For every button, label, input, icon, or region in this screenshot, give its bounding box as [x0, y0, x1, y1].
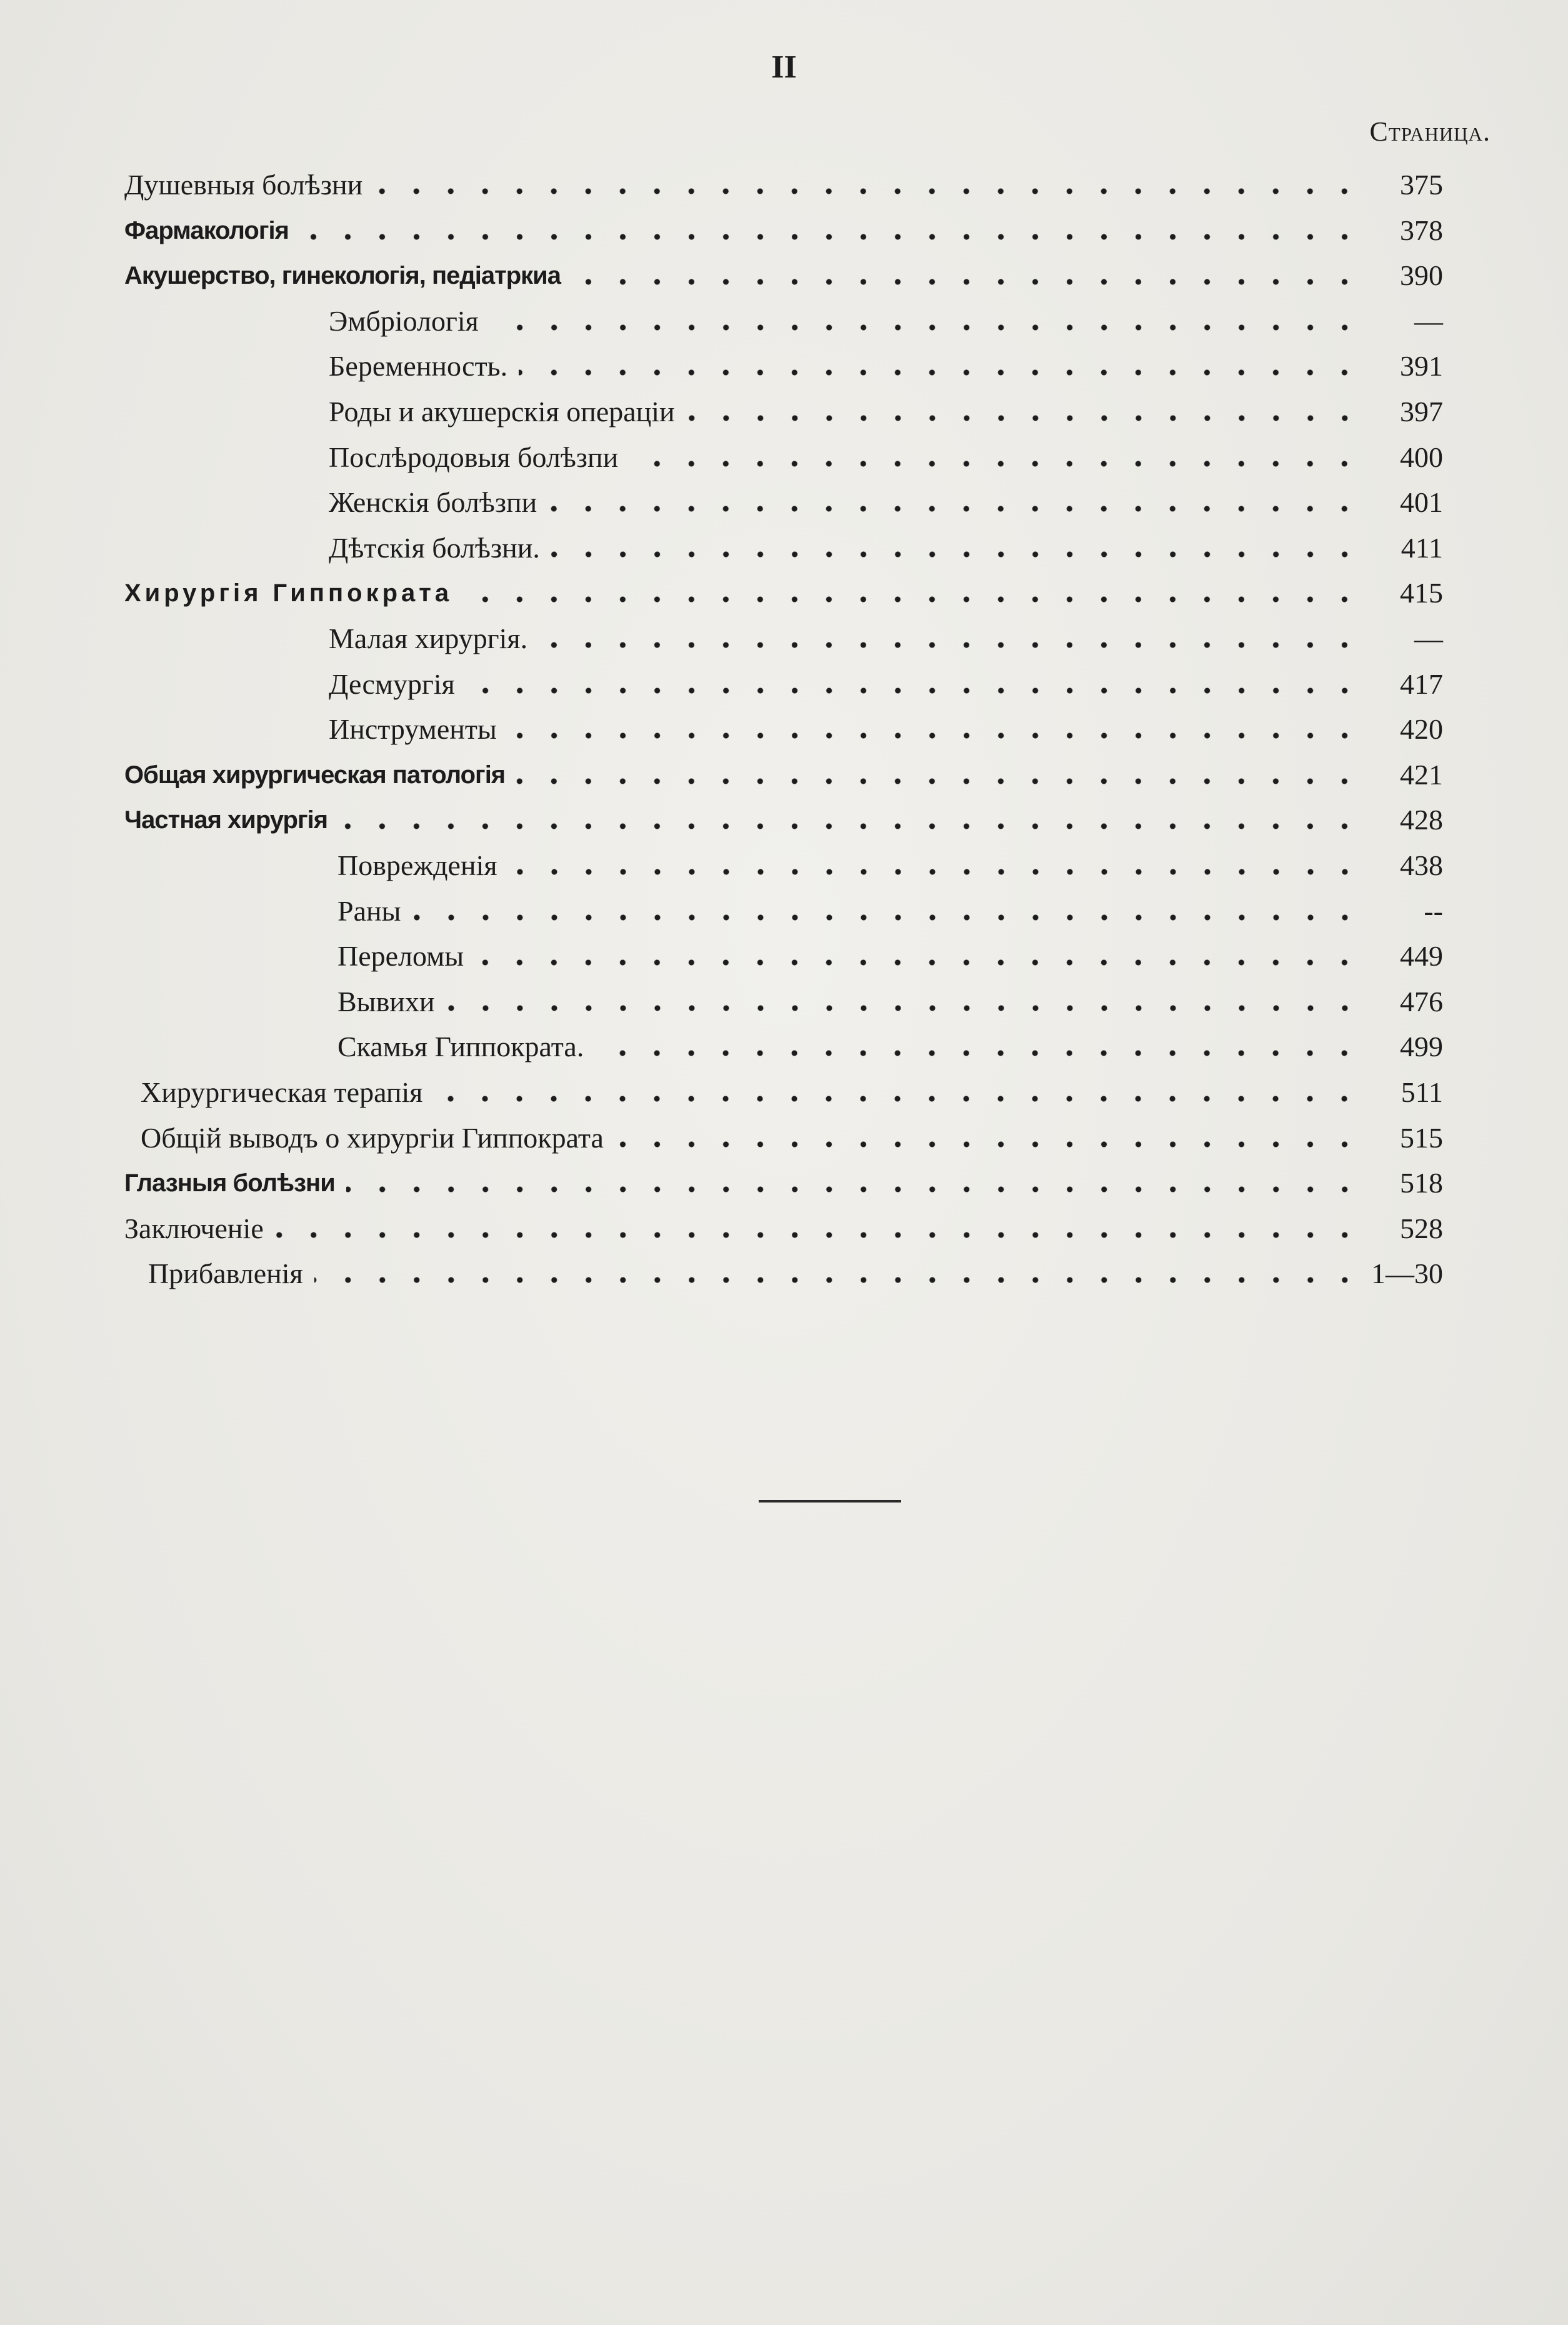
toc-entry-page: 390: [1400, 259, 1443, 292]
toc-entry-label: Хирургія Гиппократа: [124, 579, 453, 608]
dot-leader: [572, 260, 1362, 291]
toc-entry-page: 378: [1400, 214, 1443, 246]
toc-entry: [329, 482, 1443, 522]
toc-entry-page: 518: [1400, 1167, 1443, 1199]
dot-leader: [346, 1168, 1362, 1199]
toc-entry: [329, 438, 1443, 478]
toc-entry: [329, 392, 1443, 432]
toc-entry-page: 528: [1400, 1212, 1443, 1244]
toc-entry-page: 421: [1400, 758, 1443, 791]
page-column-header: Страница.: [1369, 116, 1491, 147]
toc-entry: [124, 1163, 1443, 1203]
toc-entry: [124, 573, 1443, 613]
toc-entry-page: 428: [1400, 804, 1443, 836]
toc-entry: [148, 1254, 1443, 1294]
toc-entry-label: Общая хирургическая патологія: [124, 761, 506, 789]
dot-leader: [686, 396, 1362, 428]
toc-entry-label: Поврежденія: [337, 849, 497, 881]
toc-entry: [337, 846, 1443, 886]
toc-entry-label: Скамья Гиппократа.: [337, 1031, 584, 1063]
toc-entry: [141, 1072, 1443, 1112]
toc-entry: [329, 346, 1443, 386]
toc-entry: [329, 528, 1443, 568]
toc-entry: [329, 619, 1443, 659]
toc-entry: [124, 165, 1443, 205]
toc-entry-page: 511: [1401, 1076, 1443, 1108]
divider-rule: [759, 1500, 901, 1502]
toc-entry-page: 375: [1400, 169, 1443, 201]
toc-entry: [337, 982, 1443, 1022]
dot-leader: [412, 896, 1362, 927]
toc-entry-label: Хирургическая терапія: [141, 1076, 423, 1108]
dot-leader: [275, 1213, 1362, 1244]
toc-entry-page: 411: [1401, 531, 1443, 564]
dot-leader: [615, 1122, 1362, 1154]
toc-entry-label: Душевныя болѣзни: [124, 169, 363, 201]
toc-entry-page: 417: [1400, 668, 1443, 700]
dot-leader: [508, 714, 1362, 745]
dot-leader: [434, 1077, 1362, 1108]
toc-entry-page: —: [1414, 622, 1443, 654]
toc-entry-page: 415: [1400, 577, 1443, 609]
toc-entry-label: Дѣтскія болѣзни.: [329, 531, 540, 564]
dot-leader: [339, 804, 1362, 836]
toc-entry: [337, 936, 1443, 976]
toc-entry: [124, 256, 1443, 296]
dot-leader: [300, 215, 1362, 246]
dot-leader: [519, 351, 1362, 382]
toc-entry-page: 438: [1400, 849, 1443, 881]
toc-entry-label: Эмбріологія: [329, 304, 479, 337]
toc-entry: [124, 800, 1443, 840]
toc-entry: [329, 664, 1443, 704]
toc-entry-page: 499: [1400, 1031, 1443, 1063]
dot-leader: [490, 306, 1362, 337]
dot-leader: [539, 623, 1362, 654]
toc-entry-label: Акушерство, гинекологія, педіатркиа: [124, 262, 561, 290]
dot-leader: [509, 850, 1362, 881]
dot-leader: [551, 532, 1362, 564]
toc-entry: [124, 755, 1443, 795]
toc-entry-label: Фармакологія: [124, 216, 289, 244]
toc-entry-page: 420: [1400, 713, 1443, 746]
toc-entry: [337, 891, 1443, 931]
toc-entry-label: Глазныя болѣзни: [124, 1169, 335, 1198]
toc-entry: [124, 1209, 1443, 1249]
toc-entry: [329, 301, 1443, 341]
toc-entry: [337, 1027, 1443, 1067]
toc-entry-page: 401: [1400, 486, 1443, 519]
toc-entry: [124, 211, 1443, 251]
toc-entry-label: Беременность.: [329, 350, 508, 382]
toc-entry-page: 397: [1400, 396, 1443, 428]
toc-entry-page: 515: [1400, 1121, 1443, 1154]
dot-leader: [314, 1258, 1362, 1289]
toc-entry-page: --: [1424, 894, 1443, 927]
toc-entry-page: 391: [1400, 350, 1443, 382]
toc-entry-label: Роды и акушерскія операціи: [329, 396, 675, 428]
toc-entry-page: 1—30: [1371, 1258, 1443, 1290]
dot-leader: [516, 759, 1362, 791]
toc-entry-label: Прибавленія: [148, 1258, 303, 1290]
dot-leader: [475, 941, 1362, 972]
dot-leader: [464, 578, 1362, 609]
toc-entry-label: Малая хирургія.: [329, 622, 528, 654]
dot-leader: [629, 442, 1362, 473]
toc-entry-label: Раны: [337, 894, 401, 927]
page-folio: II: [771, 49, 797, 85]
toc-entry-page: —: [1414, 304, 1443, 337]
toc-entry-label: Женскія болѣзпи: [329, 486, 537, 519]
toc-entry-label: Общій выводъ о хирургіи Гиппократа: [141, 1121, 604, 1154]
dot-leader: [374, 169, 1362, 201]
dot-leader: [466, 669, 1362, 700]
toc-entry: [141, 1118, 1443, 1158]
toc-entry-page: 400: [1400, 441, 1443, 473]
dot-leader: [548, 487, 1362, 518]
dot-leader: [595, 1031, 1362, 1062]
toc-entry-page: 476: [1400, 985, 1443, 1018]
toc-entry-label: Десмургія: [329, 668, 455, 700]
toc-entry-label: Переломы: [337, 940, 464, 972]
toc-entry-label: Заключеніе: [124, 1212, 264, 1244]
toc-entry-label: Вывихи: [337, 985, 435, 1018]
dot-leader: [446, 986, 1362, 1018]
toc-entry-label: Послѣродовыя болѣзпи: [329, 441, 619, 473]
toc-entry-label: Инструменты: [329, 713, 497, 746]
toc-entry: [329, 709, 1443, 749]
toc-entry-page: 449: [1400, 940, 1443, 972]
toc-entry-label: Частная хирургія: [124, 806, 328, 834]
